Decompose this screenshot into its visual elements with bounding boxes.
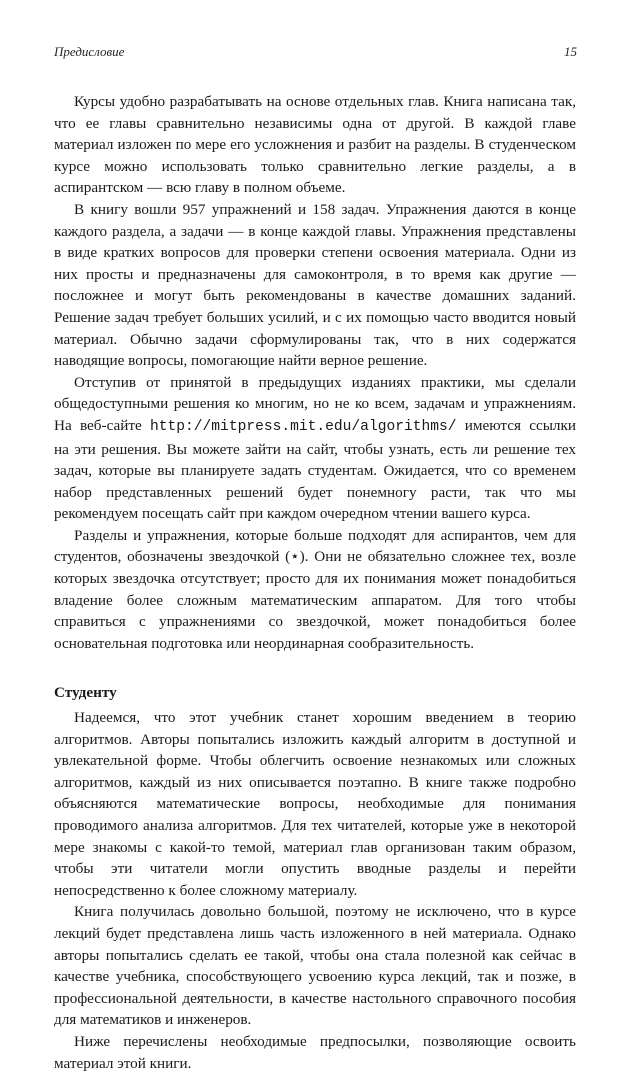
section-title: Предисловие xyxy=(54,44,125,59)
paragraph-courses: Курсы удобно разрабатывать на основе отдельных глав. Книга написана так, что ее главы сравнительно независимы одна от другой. В каждой главе материал изложен по мере его усложнения и разбит на разделы. В студенческом курсе можно использовать только сравнительно легкие разделы, а в аспирантском — всю главу в полном объеме. xyxy=(54,93,576,197)
running-header xyxy=(54,44,577,62)
page-number: 15 xyxy=(564,44,577,59)
paragraph-starred-sections: Разделы и упражнения, которые больше подходят для аспирантов, чем для студентов, обозначены звездочкой (⋆). Они не обязательно сложнее тех, возле которых звездочка отсутствует; просто для их понимания может понадобиться владение более сложным математическим аппаратом. Для того чтобы справиться с упражнениями со звездочкой, может понадобиться более основательная подготовка или неординарная сообразительность. xyxy=(54,526,576,652)
website-url: http://mitpress.mit.edu/algorithms/ xyxy=(150,418,457,435)
paragraph-exercises: В книгу вошли 957 упражнений и 158 задач. Упражнения даются в конце каждого раздела, а задачи — в конце каждой главы. Упражнения представлены в виде кратких вопросов для проверки степени освоения материала. Одни из них просты и предназначены для самоконтроля, в то время как другие — посложнее и могут быть рекомендованы в качестве домашних заданий. Решение задач требует больших усилий, и с их помощью часто вводится новый материал. Обычно задачи сформулированы так, что в них содержатся наводящие вопросы, помогающие найти верное решение. xyxy=(54,200,576,370)
solutions-text-end: имеются ссылки на эти решения. Вы можете зайти на сайт, чтобы узнать, есть ли решение тех задач, которые вы планируете задать студентам. Ожидается, что со временем набор представленных решений будет понемногу расти, так что мы рекомендуем посещать сайт при каждом очередном чтении вашего курса. xyxy=(54,416,576,523)
paragraph-student-intro: Надеемся, что этот учебник станет хорошим введением в теорию алгоритмов. Авторы попытались изложить каждый алгоритм в доступной и увлекательной форме. Чтобы облегчить освоение незнакомых или сложных алгоритмов, каждый из них описывается поэтапно. В книге также подробно объясняются математические вопросы, необходимые для понимания проводимого анализа алгоритмов. Для тех читателей, которые уже в некоторой мере знакомы с какой-то темой, материал глав организован таким образом, чтобы эти читатели могли опустить вводные разделы и перейти непосредственно к более сложному материалу. xyxy=(54,709,576,899)
section-heading-student: Студенту xyxy=(54,684,117,702)
paragraph-solutions xyxy=(54,372,576,525)
paragraph-prerequisites: Ниже перечислены необходимые предпосылки, позволяющие освоить материал этой книги. xyxy=(54,1032,576,1072)
paragraph-book-size: Книга получилась довольно большой, поэтому не исключено, что в курсе лекций будет представлена лишь часть изложенного в ней материала. Однако авторы попытались сделать ее такой, чтобы она стала полезной как сейчас в качестве учебника, способствующего усвоению курса лекций, так и позже, в профессиональной деятельности, в качестве настольного справочного пособия для математиков и инженеров. xyxy=(54,903,576,1029)
page-body xyxy=(54,91,576,1074)
solutions-text-start: Отступив от принятой в предыдущих изданиях практики, мы сделали общедоступными решения ко многим, но не ко всем, задачам и упражнениям. На веб-сайте xyxy=(54,373,576,434)
